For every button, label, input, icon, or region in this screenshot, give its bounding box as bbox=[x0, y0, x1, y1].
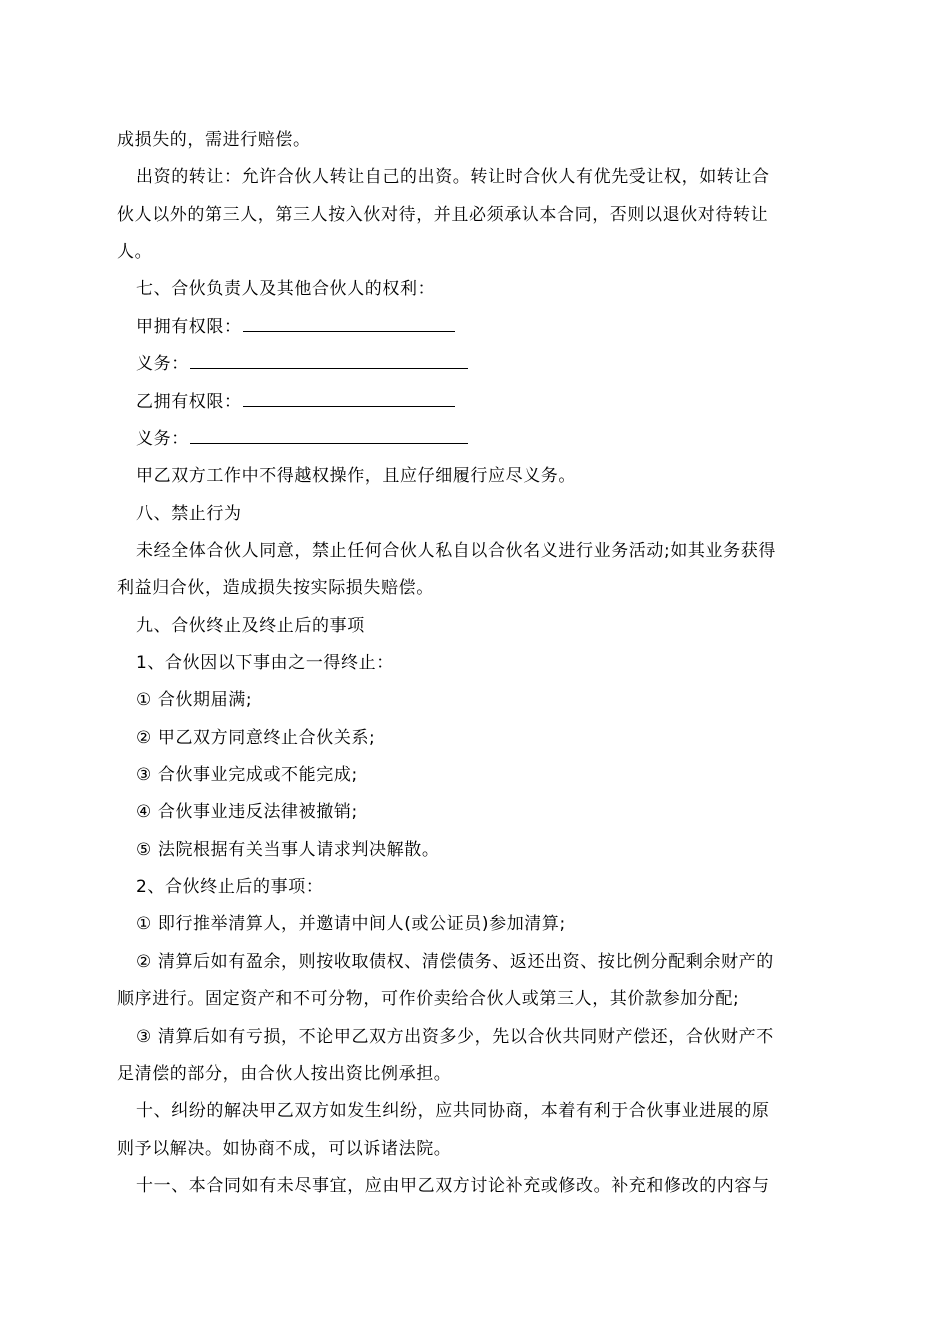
blank-fill-line bbox=[190, 354, 468, 369]
list-item: ⑤ 法院根据有关当事人请求判决解散。 bbox=[136, 840, 440, 860]
list-item: ① 即行推举清算人，并邀请中间人(或公证员)参加清算; bbox=[136, 914, 566, 934]
list-item: ② 清算后如有盈余，则按收取债权、清偿债务、返还出资、按比例分配剩余财产的 bbox=[136, 952, 774, 972]
blank-fill-line bbox=[243, 317, 455, 332]
list-item: ① 合伙期届满; bbox=[136, 690, 253, 710]
list-item: ③ 合伙事业完成或不能完成; bbox=[136, 765, 358, 785]
text-line: 顺序进行。固定资产和不可分物，可作价卖给合伙人或第三人，其价款参加分配; bbox=[117, 989, 740, 1009]
text-line: 1、合伙因以下事由之一得终止： bbox=[136, 653, 394, 673]
text-line: 利益归合伙，造成损失按实际损失赔偿。 bbox=[117, 578, 434, 598]
text-line: 人。 bbox=[117, 242, 153, 262]
field-label: 义务： bbox=[136, 429, 189, 449]
text-line: 伙人以外的第三人，第三人按入伙对待，并且必须承认本合同，否则以退伙对待转让 bbox=[117, 205, 769, 225]
field-label: 乙拥有权限： bbox=[136, 392, 242, 412]
blank-fill-line bbox=[243, 392, 455, 407]
section-heading: 十、纠纷的解决甲乙双方如发生纠纷，应共同协商，本着有利于合伙事业进展的原 bbox=[136, 1101, 770, 1121]
list-item: ④ 合伙事业违反法律被撤销; bbox=[136, 802, 358, 822]
text-line: 足清偿的部分，由合伙人按出资比例承担。 bbox=[117, 1064, 452, 1084]
field-label: 义务： bbox=[136, 354, 189, 374]
field-row bbox=[136, 316, 856, 338]
text-line: 甲乙双方工作中不得越权操作，且应仔细履行应尽义务。 bbox=[136, 466, 576, 486]
text-line: 成损失的，需进行赔偿。 bbox=[117, 130, 311, 150]
list-item: ③ 清算后如有亏损，不论甲乙双方出资多少，先以合伙共同财产偿还，合伙财产不 bbox=[136, 1027, 774, 1047]
field-label: 甲拥有权限： bbox=[136, 317, 242, 337]
text-line: 未经全体合伙人同意，禁止任何合伙人私自以合伙名义进行业务活动;如其业务获得 bbox=[136, 541, 776, 561]
blank-fill-line bbox=[190, 429, 468, 444]
section-heading: 九、合伙终止及终止后的事项 bbox=[136, 616, 365, 636]
section-heading: 七、合伙负责人及其他合伙人的权利： bbox=[136, 279, 436, 299]
field-row bbox=[136, 353, 856, 375]
text-line: 则予以解决。如协商不成，可以诉诸法院。 bbox=[117, 1139, 452, 1159]
field-row bbox=[136, 391, 856, 413]
section-heading: 十一、本合同如有未尽事宜，应由甲乙双方讨论补充或修改。补充和修改的内容与 bbox=[136, 1176, 770, 1196]
section-heading: 八、禁止行为 bbox=[136, 504, 242, 524]
text-line: 2、合伙终止后的事项： bbox=[136, 877, 324, 897]
field-row bbox=[136, 428, 856, 450]
text-line: 出资的转让：允许合伙人转让自己的出资。转让时合伙人有优先受让权，如转让合 bbox=[136, 167, 770, 187]
list-item: ② 甲乙双方同意终止合伙关系; bbox=[136, 728, 376, 748]
